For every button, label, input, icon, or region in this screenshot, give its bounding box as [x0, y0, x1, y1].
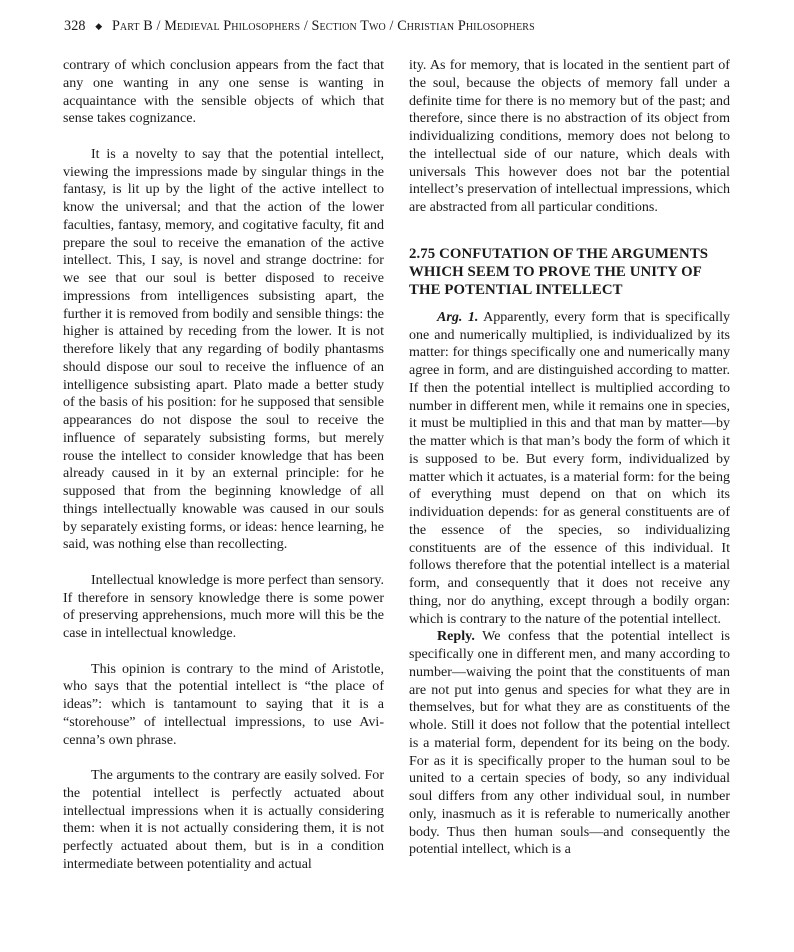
header-part: Part B: [111, 18, 153, 34]
paragraph: contrary of which conclusion appears from the fact that any one wanting in any one sense is wanting in acquaintance with the sensible objects of which that sense takes cognizance.: [63, 57, 384, 127]
paragraph: It is a novelty to say that the potential intellect, viewing the impressions made by singular things in the fantasy, is lit up by the light of the active intellect to know the universal; and that the action of the lower faculties, fantasy, memory, and cogitative faculty, fit and prepare the soul to receive the emanation of the active intellect. This, I say, is novel and strange doctrine: for we see that our soul is better disposed to receive impressions from intelligences subsisting apart, the further it is removed from bodily and sensible things: the higher is attained by receding from the lower. It is not therefore likely that any regarding of bodily phantasms should dispose our soul to receive the influence of an intelligence subsisting apart. Plato made a better study of the basis of his position: for he supposed that sensible appearances do not dispose the soul to receive the influence of separately subsisting forms, but merely rouse the intellect to consider knowledge that has been already caused in it by an external principle: for he supposed that from the beginning knowledge of all things intellectually knowable was caused in our souls by separately existing forms, or ideas: hence learning, he said, was nothing else than recollecting.: [63, 145, 384, 553]
header-separator: /: [303, 18, 308, 34]
reply-paragraph: [409, 628, 730, 859]
reply-label: Reply.: [437, 628, 475, 645]
running-header: [64, 18, 744, 35]
paragraph: ity. As for memory, that is located in the sentient part of the soul, because the objects of memory fall under a definite time for there is no memory but of the past; and therefore, since there is no abstraction of its object from individualizing conditions, memory does not belong to the intellectual side of our nature, which deals with universals This however does not bar the potential intellect’s preservation of intellectual impressions, which are abstracted from all particular conditions.: [409, 57, 730, 215]
header-section-3: Christian Philosophers: [397, 18, 535, 34]
left-column: [63, 57, 384, 937]
argument-label: Arg. 1.: [437, 308, 479, 325]
header-section-2: Section Two: [311, 18, 386, 34]
reply-text: We confess that the potential intellect is specifically one in different men, and many according to number—waiving the point that the constituents of man are not put into genus and species for what they are in themselves, but for what they are as constituents of the whole. Still it does not follow that the potential intellect is a material form, dependent for its being on the body. For as it is specifically proper to the human soul to be united to a certain species of body, so any individual soul differs from any other individual soul, in number only, inasmuch as it is referable to numerically another body. Thus then human souls—and consequently the potential intellect, which is a: [409, 628, 730, 858]
paragraph: The arguments to the contrary are easily solved. For the potential intellect is perfectly actuated about intellectual impressions when it is actually considering them: when it is not actually considering them, it is not perfectly actuated about them, but is in a condition intermediate between potentiality and actual: [63, 767, 384, 872]
page-number: 328: [64, 18, 86, 34]
argument-text: Apparently, every form that is specifically one and numerically multiplied, is individualized by its matter: for things specifically one and numerically many agree in form, and are distinguished according to matter. If then the potential intellect is multiplied according to number in different men, while it remains one in species, it must be multiplied in this and that man by matter—by the matter which is that man’s body the form of which it is supposed to be. But every form, individualized by matter which it actuates, is a material form: for the being of everything must depend on that on which its individuation depends: for as general constituents are of the essence of the species, so individualizing constituents are of the essence of this individual. It follows therefore that the potential intellect is a material form, and consequently that it does not receive any thing, nor do anything, except through a bodily organ: which is contrary to the nature of the potential intellect.: [409, 308, 730, 627]
argument-paragraph: [409, 309, 730, 629]
right-column: [409, 57, 730, 937]
diamond-bullet-icon: ◆: [95, 21, 103, 31]
paragraph: Intellectual knowledge is more perfect than sensory. If therefore in sensory knowledge there is some power of preserving apprehensions, much more will this be the case in intellectual knowledge.: [63, 571, 384, 641]
header-section-1: Medieval Philosophers: [164, 18, 301, 34]
header-separator: /: [389, 18, 394, 34]
section-heading: 2.75 CONFUTATION OF THE ARGUMENTS WHICH SEEM TO PROVE THE UNITY OF THE POTENTIAL INTELLECT: [409, 245, 709, 298]
header-separator: /: [156, 18, 161, 34]
paragraph: This opinion is contrary to the mind of Aristotle, who says that the potential intellect is “the place of ideas”: which is tantamount to saying that it is a “storehouse” of intellectual impressions, to use Avicenna’s own phrase.: [63, 660, 384, 748]
